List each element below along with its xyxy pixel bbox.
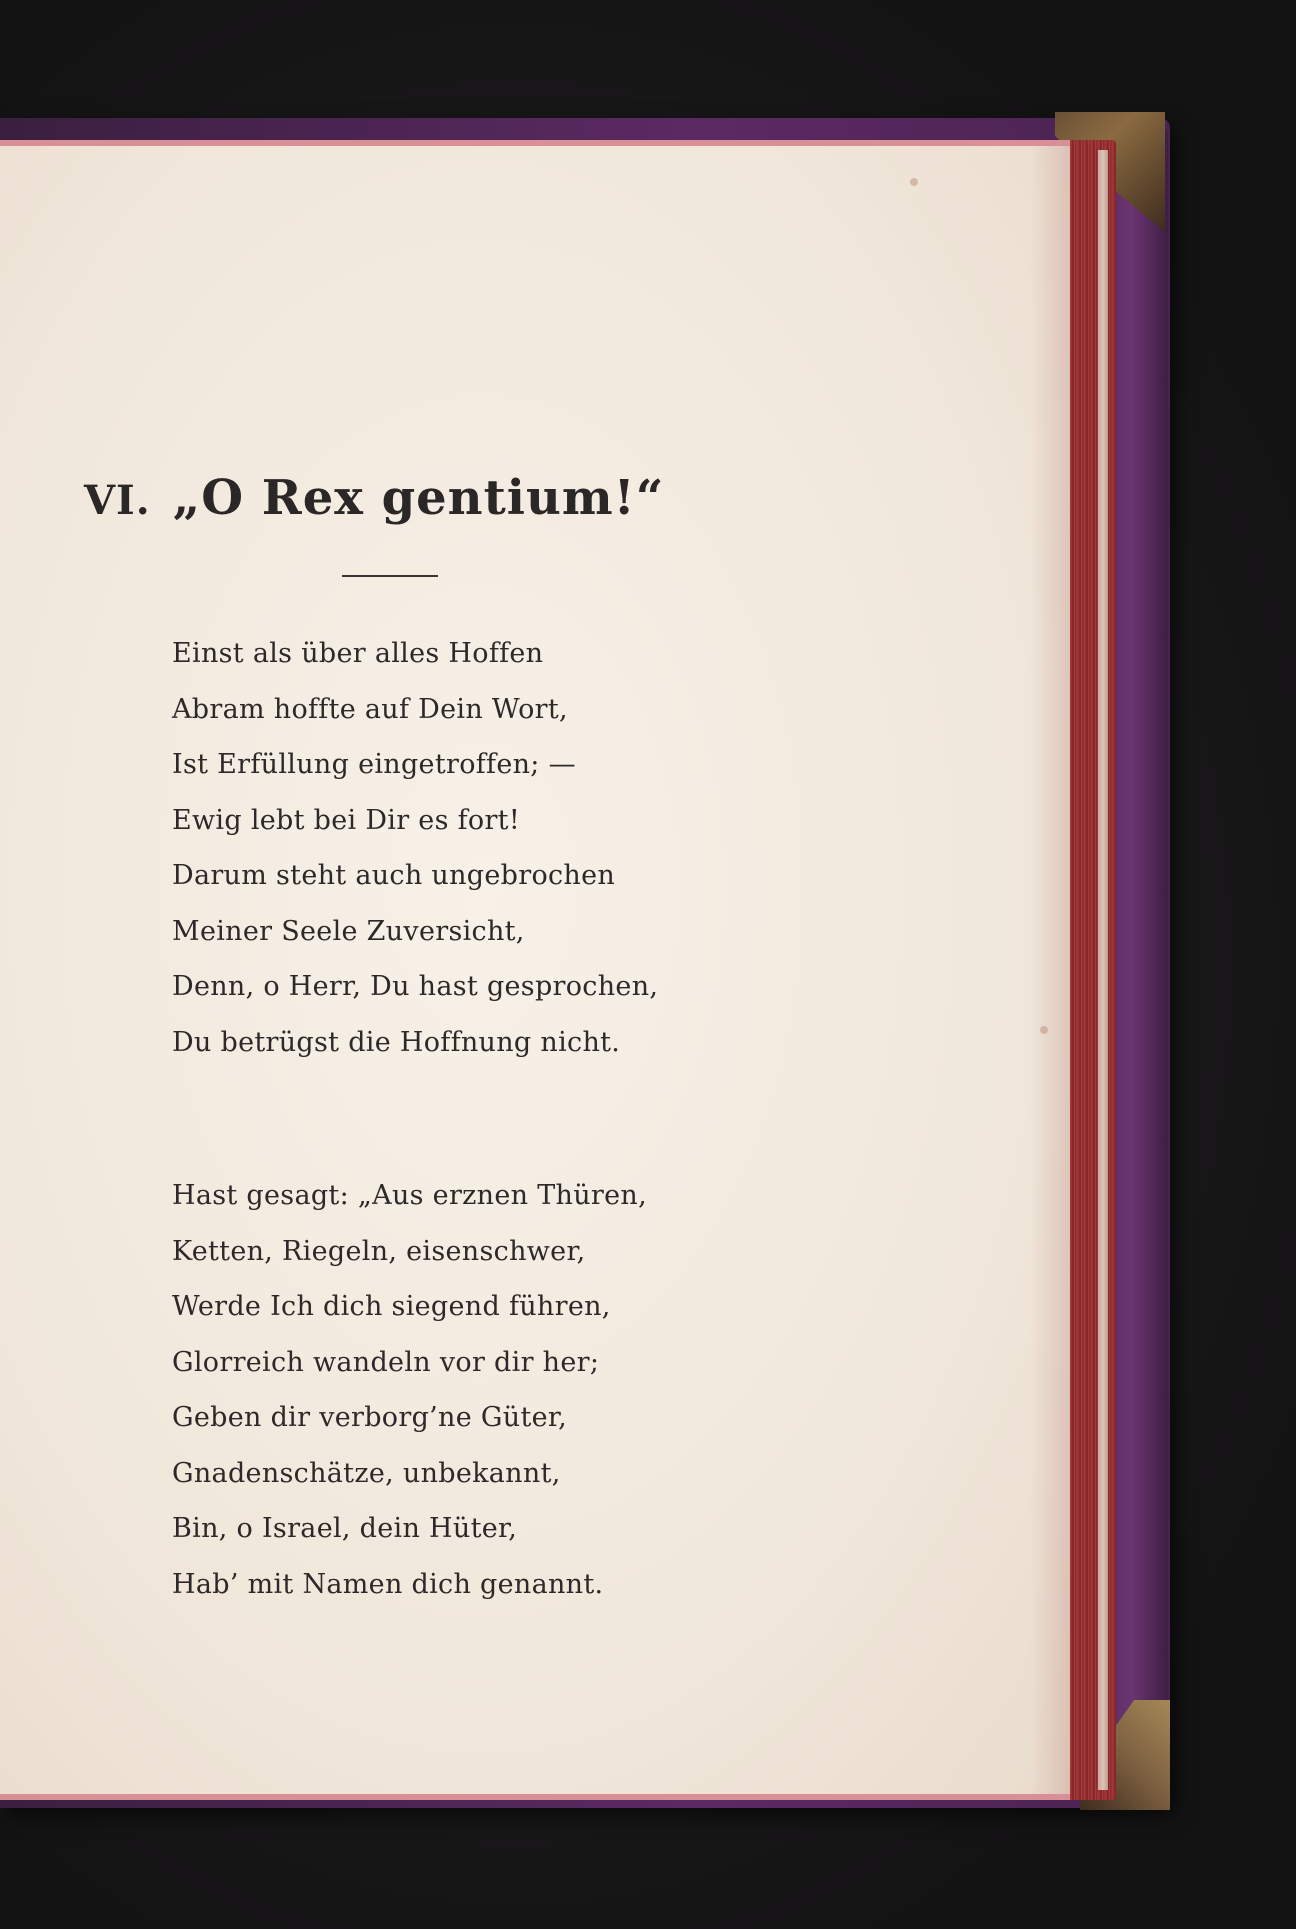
verse-line: Darum steht auch ungebrochen bbox=[172, 860, 616, 891]
verse-line: Ewig lebt bei Dir es fort! bbox=[172, 804, 520, 836]
verse-line: Ketten, Riegeln, eisenschwer, bbox=[172, 1235, 586, 1267]
verse-line: Abram hoffte auf Dein Wort, bbox=[172, 693, 568, 725]
verse-line: Du betrügst die Hoffnung nicht. bbox=[172, 1026, 621, 1058]
verse-line: Denn, o Herr, Du hast gesprochen, bbox=[172, 971, 659, 1002]
verse-line: Geben dir verborg’ne Güter, bbox=[172, 1402, 567, 1433]
section-heading bbox=[84, 470, 664, 526]
verse-line: Hab’ mit Namen dich genannt. bbox=[172, 1568, 604, 1600]
section-title: „O Rex gentium!“ bbox=[172, 470, 665, 526]
stanza-2 bbox=[172, 1168, 647, 1612]
heading-divider bbox=[342, 575, 438, 577]
verse-line: Einst als über alles Hoffen bbox=[172, 638, 544, 669]
verse-line: Werde Ich dich siegend führen, bbox=[172, 1291, 611, 1322]
verse-line: Meiner Seele Zuversicht, bbox=[172, 915, 525, 947]
verse-line: Bin, o Israel, dein Hüter, bbox=[172, 1513, 518, 1544]
verse-line: Glorreich wandeln vor dir her; bbox=[172, 1346, 600, 1378]
stanza-1 bbox=[172, 626, 658, 1070]
paper-spot bbox=[910, 178, 918, 186]
verse-line: Gnadenschätze, unbekannt, bbox=[172, 1457, 561, 1489]
verse-line: Hast gesagt: „Aus erznen Thüren, bbox=[172, 1180, 647, 1211]
book-cover-edge bbox=[1108, 125, 1168, 1805]
page-edge-highlight bbox=[1098, 150, 1108, 1790]
section-number: VI. bbox=[84, 477, 151, 524]
verse-line: Ist Erfüllung eingetroffen; — bbox=[172, 749, 576, 780]
paper-spot bbox=[1040, 1026, 1048, 1034]
